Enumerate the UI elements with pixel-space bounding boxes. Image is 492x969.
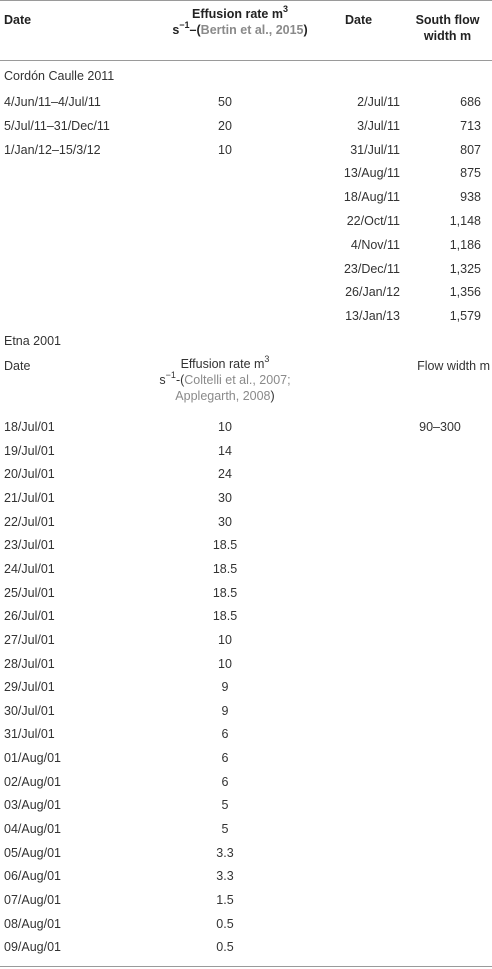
section-title-cordon-caulle: Cordón Caulle 2011 (4, 69, 115, 83)
cordon-width-value: 1,579 (449, 309, 481, 324)
etna-row-date: 27/Jul/01 (4, 632, 55, 647)
etna-rate-sup: 3 (264, 353, 270, 364)
etna-row-rate: 14 (218, 443, 232, 458)
cordon-width-value: 686 (460, 95, 481, 109)
cordon-width-date: 23/Dec/11 (343, 261, 400, 276)
cordon-width-value: 1,186 (449, 237, 481, 252)
cordon-width-date: 13/Jan/13 (345, 309, 400, 324)
etna-row-date: 19/Jul/01 (4, 443, 55, 458)
cordon-width-date: 13/Aug/11 (343, 166, 400, 181)
etna-row-date: 22/Jul/01 (4, 514, 55, 529)
etna-row-rate: 6 (221, 727, 229, 742)
etna-row-width: 90–300 (419, 420, 461, 434)
etna-row-date: 31/Jul/01 (4, 727, 55, 742)
cordon-width-date: 26/Jan/12 (345, 285, 400, 300)
etna-row-rate: 18.5 (212, 538, 238, 553)
etna-header-effusion-rate (130, 353, 320, 404)
etna-rate-close: ) (270, 389, 275, 403)
cordon-width-value: 1,325 (449, 261, 481, 276)
cordon-width-value: 807 (460, 142, 481, 157)
etna-row-date: 02/Aug/01 (4, 774, 61, 789)
etna-row-rate: 10 (218, 632, 232, 647)
etna-row-rate: 3.3 (216, 869, 234, 884)
header-width-line1: South flow (415, 13, 480, 27)
citation-link-applegarth[interactable]: Applegarth, 2008 (175, 389, 271, 403)
etna-row-date: 23/Jul/01 (4, 538, 55, 553)
cordon-width-date: 3/Jul/11 (357, 118, 400, 133)
header-rule (0, 60, 492, 61)
header-rate-s: s (172, 23, 180, 37)
etna-row-date: 09/Aug/01 (4, 940, 61, 955)
etna-row-rate: 10 (218, 656, 232, 671)
cordon-width-value: 713 (460, 118, 481, 133)
header-south-flow-width (405, 12, 490, 44)
etna-row-date: 20/Jul/01 (4, 467, 55, 482)
cordon-width-value: 1,356 (449, 285, 481, 300)
etna-row-date: 05/Aug/01 (4, 845, 61, 860)
cordon-rate-date: 5/Jul/11–31/Dec/11 (4, 119, 110, 133)
citation-link-coltelli[interactable]: Coltelli et al., 2007; (184, 373, 291, 387)
etna-row-rate: 10 (218, 420, 232, 434)
etna-row-rate: 0.5 (216, 916, 234, 931)
etna-rate-dash: -( (175, 373, 185, 387)
cordon-rate-value: 10 (218, 143, 232, 157)
etna-row-date: 26/Jul/01 (4, 609, 55, 624)
cordon-rate-value: 20 (218, 119, 232, 133)
etna-row-rate: 18.5 (212, 561, 238, 576)
etna-row-rate: 30 (218, 514, 232, 529)
cordon-width-date: 18/Aug/11 (343, 190, 400, 205)
etna-row-date: 07/Aug/01 (4, 893, 61, 907)
etna-row-date: 25/Jul/01 (4, 585, 55, 600)
cordon-rate-date: 1/Jan/12–15/3/12 (4, 143, 101, 157)
etna-rate-s: s (159, 373, 166, 387)
etna-rate-sup2: −1 (165, 369, 176, 380)
etna-row-date: 01/Aug/01 (4, 751, 61, 766)
cordon-width-date: 2/Jul/11 (357, 95, 400, 109)
etna-row-rate: 5 (221, 822, 229, 837)
table-bottom-rule (0, 966, 492, 967)
etna-row-date: 28/Jul/01 (4, 656, 55, 671)
etna-row-rate: 0.5 (216, 940, 234, 955)
etna-row-date: 29/Jul/01 (4, 680, 55, 695)
etna-row-date: 21/Jul/01 (4, 490, 55, 505)
table-top-rule (0, 0, 492, 1)
etna-header-date: Date (4, 359, 31, 373)
etna-row-date: 06/Aug/01 (4, 869, 61, 884)
section-title-etna: Etna 2001 (4, 334, 61, 348)
header-rate-close: ) (303, 23, 308, 37)
cordon-width-value: 938 (460, 190, 481, 205)
cordon-rate-date: 4/Jun/11–4/Jul/11 (4, 95, 101, 109)
etna-row-rate: 3.3 (216, 845, 234, 860)
etna-row-rate: 1.5 (216, 893, 234, 907)
cordon-width-value: 875 (460, 166, 481, 181)
etna-row-rate: 6 (221, 774, 229, 789)
cordon-width-date: 31/Jul/11 (350, 142, 400, 157)
header-rate-dash: –( (189, 23, 201, 37)
etna-row-rate: 9 (221, 703, 229, 718)
etna-row-date: 24/Jul/01 (4, 561, 55, 576)
etna-row-rate: 9 (221, 680, 229, 695)
etna-row-date: 18/Jul/01 (4, 420, 55, 434)
header-date: Date (4, 13, 32, 27)
citation-link-bertin[interactable]: Bertin et al., 2015 (200, 23, 304, 37)
etna-header-flow-width: Flow width m (417, 359, 490, 373)
cordon-width-date: 4/Nov/11 (350, 237, 400, 252)
header-rate-line1: Effusion rate m (191, 7, 283, 21)
etna-row-rate: 5 (221, 798, 229, 813)
cordon-width-date: 22/Oct/11 (346, 214, 400, 228)
etna-row-date: 04/Aug/01 (4, 822, 61, 837)
etna-row-date: 30/Jul/01 (4, 703, 55, 718)
cordon-width-value: 1,148 (449, 214, 481, 228)
header-rate-sup: 3 (282, 3, 288, 14)
etna-row-rate: 30 (218, 490, 232, 505)
etna-rate-line1: Effusion rate m (180, 357, 265, 371)
etna-row-rate: 18.5 (212, 585, 238, 600)
etna-row-rate: 24 (218, 467, 232, 482)
etna-row-rate: 6 (221, 751, 229, 766)
etna-row-date: 08/Aug/01 (4, 916, 61, 931)
etna-row-rate: 18.5 (212, 609, 238, 624)
header-width-line2: width m (423, 29, 472, 43)
header-effusion-rate (140, 3, 340, 38)
header-date-2: Date (345, 13, 373, 27)
etna-row-date: 03/Aug/01 (4, 798, 61, 813)
header-rate-sup2: −1 (179, 19, 190, 30)
cordon-rate-value: 50 (218, 95, 232, 109)
